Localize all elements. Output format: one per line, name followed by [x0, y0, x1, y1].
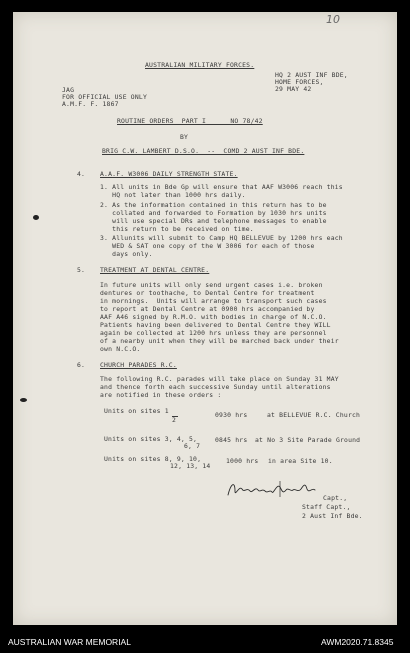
parade-place: at BELLEVUE R.C. Church	[267, 411, 361, 419]
text-line: AAF A46 signed by R.M.O. with bodies in charge of N.C.O.	[100, 313, 327, 321]
handwritten-signature	[225, 477, 325, 503]
parade-place: at No 3 Site Parade Ground	[255, 436, 361, 444]
parade-time: 1000 hrs	[226, 457, 259, 465]
text-line: HQ not later than 1000 hrs daily.	[100, 191, 246, 199]
by-label: BY	[180, 133, 189, 141]
section-title: TREATMENT AT DENTAL CENTRE.	[100, 266, 210, 274]
text-line: this return to be received on time.	[100, 225, 254, 233]
text-line: again be collected at 1200 hrs unless they are personnel	[100, 329, 327, 337]
footer-institution: AUSTRALIAN WAR MEMORIAL	[8, 637, 131, 647]
orders-title: ROUTINE ORDERS PART I NO 78/42	[117, 117, 263, 125]
ref-line: A.M.F. F. 1867	[62, 100, 119, 108]
ref-line: FOR OFFICIAL USE ONLY	[62, 93, 147, 101]
text-line: of a nearby unit when they will be marched back under their	[100, 337, 339, 345]
text-line: and thence forth each successive Sunday until alterations	[100, 383, 331, 391]
text-line: collated and forwarded to Formation by 1030 hrs units	[100, 209, 327, 217]
document-heading: AUSTRALIAN MILITARY FORCES.	[145, 61, 255, 69]
hq-line: HQ 2 AUST INF BDE,	[275, 71, 348, 79]
page-number: 10	[326, 13, 340, 26]
hq-line: HOME FORCES,	[275, 78, 324, 86]
parade-units-extra: 6, 7	[184, 442, 201, 450]
signature-rank: Capt.,	[323, 494, 348, 502]
parade-units: Units on sites 8, 9, 10,	[104, 455, 202, 463]
parade-units-extra: 2	[172, 416, 177, 424]
text-line: In future units will only send urgent cases i.e. broken	[100, 281, 323, 289]
parade-units: Units on sites 3, 4, 5,	[104, 435, 198, 443]
ref-line: JAG	[62, 86, 75, 94]
text-line: own N.C.O.	[100, 345, 141, 353]
section-title: CHURCH PARADES R.C.	[100, 361, 177, 369]
text-line: WED & SAT one copy of the W 3006 for each of those	[100, 242, 315, 250]
hq-date: 29 MAY 42	[275, 85, 312, 93]
section-number: 4.	[77, 170, 86, 178]
text-line: days only.	[100, 250, 153, 258]
text-line: 3. Allunits will submit to Camp HQ BELLEVUE by 1200 hrs each	[100, 234, 343, 242]
text-line: Patients having been delivered to Dental Centre they WILL	[100, 321, 331, 329]
parade-units-extra: 12, 13, 14	[170, 462, 211, 470]
footer-accession-number: AWM2020.71.8345	[321, 637, 394, 647]
issued-by-line: BRIG C.W. LAMBERT D.S.O. -- COMD 2 AUST INF BDE.	[102, 147, 305, 155]
text-line: 2. As the information contained in this return has to be	[100, 201, 327, 209]
signature-title: Staff Capt.,	[302, 503, 351, 511]
text-line: The following R.C. parades will take place on Sunday 31 MAY	[100, 375, 339, 383]
section-number: 6.	[77, 361, 86, 369]
parade-place: in area Site 10.	[268, 457, 333, 465]
signature-unit: 2 Aust Inf Bde.	[302, 512, 363, 520]
parade-time: 0845 hrs	[215, 436, 248, 444]
punch-hole	[20, 398, 27, 402]
text-line: dentures or toothache, to Dental Centre for treatment	[100, 289, 315, 297]
parade-time: 0930 hrs	[215, 411, 248, 419]
text-line: 1. All units in Bde Gp will ensure that AAF W3006 reach this	[100, 183, 343, 191]
section-title: A.A.F. W3006 DAILY STRENGTH STATE.	[100, 170, 238, 178]
parade-units: Units on sites 1	[104, 407, 169, 415]
punch-hole	[33, 215, 39, 220]
text-line: will use special DRs and telephone messages to enable	[100, 217, 327, 225]
text-line: are notified in these orders :	[100, 391, 222, 399]
text-line: in mornings. Units will arrange to transport such cases	[100, 297, 327, 305]
section-number: 5.	[77, 266, 86, 274]
text-line: to report at Dental Centre at 0900 hrs accompanied by	[100, 305, 315, 313]
